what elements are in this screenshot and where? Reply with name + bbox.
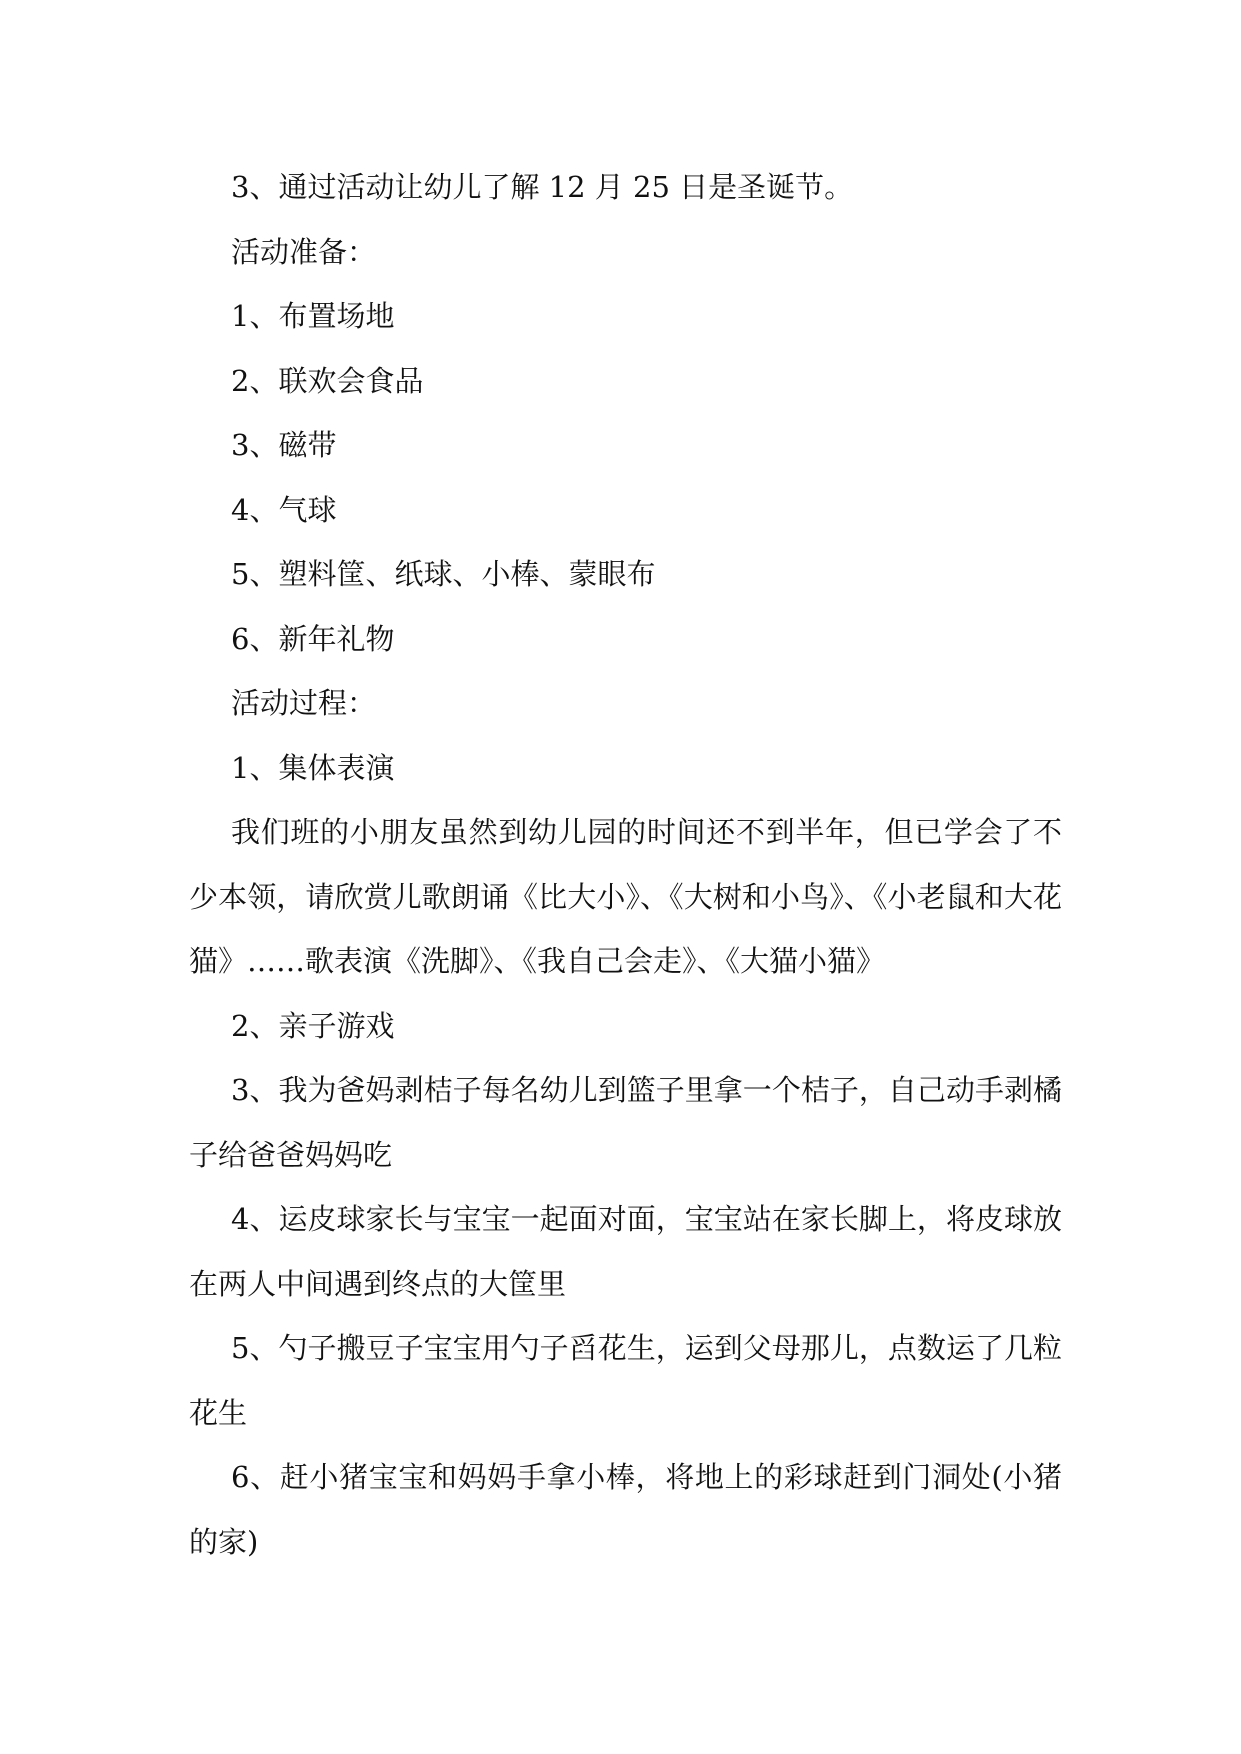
process-item-6: 6、赶小猪宝宝和妈妈手拿小棒，将地上的彩球赶到门洞处(小猪的家) bbox=[189, 1460, 1062, 1559]
prep-item-2: 2、联欢会食品 bbox=[231, 363, 424, 398]
process-item-1-description: 我们班的小朋友虽然到幼儿园的时间还不到半年，但已学会了不少本领，请欣赏儿歌朗诵《比大小》、《大树和小鸟》、《小老鼠和大花猫》……歌表演《洗脚》、《我自己会走》、《大猫小猫》 bbox=[189, 815, 1062, 978]
prep-item-4: 4、气球 bbox=[231, 492, 337, 527]
prep-item-5: 5、塑料筐、纸球、小棒、蒙眼布 bbox=[231, 557, 656, 591]
process-item-1: 1、集体表演 bbox=[231, 750, 395, 785]
process-item-2: 2、亲子游戏 bbox=[231, 1008, 395, 1043]
process-item-5: 5、勺子搬豆子宝宝用勺子舀花生，运到父母那儿，点数运了几粒花生 bbox=[189, 1331, 1062, 1430]
heading-activity-preparation: 活动准备： bbox=[231, 234, 377, 269]
heading-activity-process: 活动过程： bbox=[231, 686, 377, 720]
document-body bbox=[189, 155, 1062, 1574]
item-christmas-goal: 3、通过活动让幼儿了解 12 月 25 日是圣诞节。 bbox=[231, 170, 854, 204]
process-item-4: 4、运皮球家长与宝宝一起面对面，宝宝站在家长脚上，将皮球放在两人中间遇到终点的大筐里 bbox=[189, 1202, 1062, 1301]
prep-item-1: 1、布置场地 bbox=[231, 299, 395, 333]
process-item-3: 3、我为爸妈剥桔子每名幼儿到篮子里拿一个桔子，自己动手剥橘子给爸爸妈妈吃 bbox=[189, 1073, 1062, 1172]
prep-item-3: 3、磁带 bbox=[231, 428, 337, 462]
prep-item-6: 6、新年礼物 bbox=[231, 621, 395, 656]
